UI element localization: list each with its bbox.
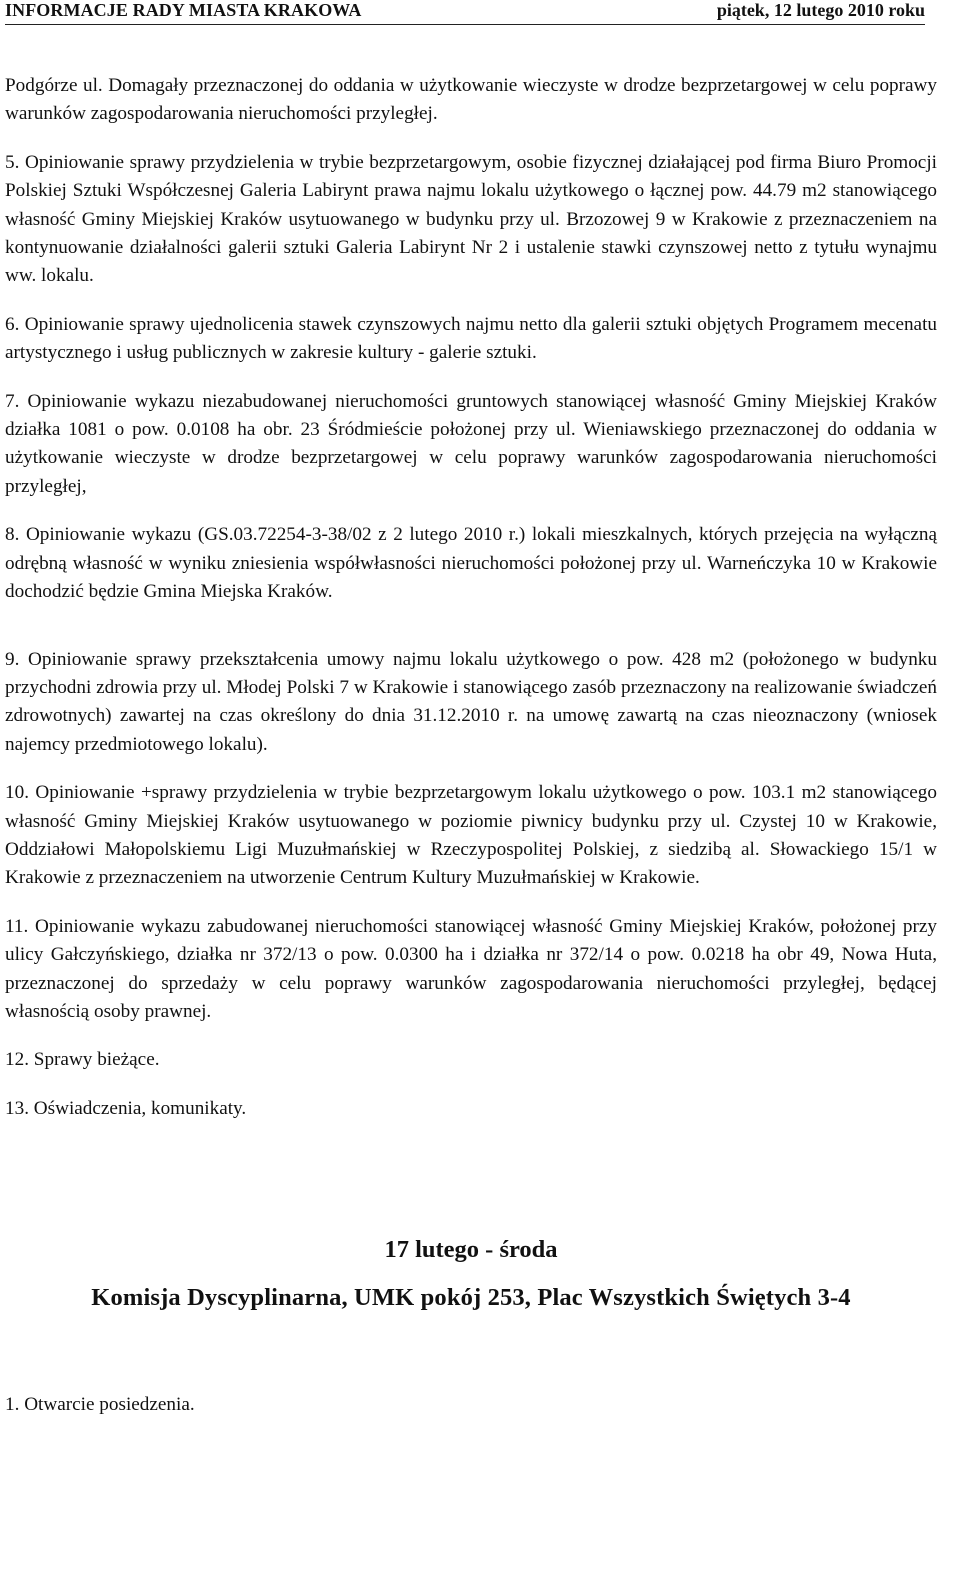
agenda-item-1: 1. Otwarcie posiedzenia. <box>5 1394 195 1416</box>
meeting-date-heading: 17 lutego - środa <box>384 1236 558 1264</box>
paragraph-continuation: Podgórze ul. Domagały przeznaczonej do oddania w użytkowanie wieczyste w drodze bezprzetargowej w celu poprawy warunków zagospodarowania nieruchomości przyległej. <box>5 75 937 125</box>
page-header <box>5 0 925 25</box>
agenda-item-5: 5. Opiniowanie sprawy przydzielenia w trybie bezprzetargowym, osobie fizycznej działającej pod firma Biuro Promocji Polskiej Sztuki Współczesnej Galeria Labirynt prawa najmu lokalu użytkowego o łącznej pow. 44.79 m2 stanowiącego własność Gminy Miejskiej Kraków usytuowanego w budynku przy ul. Brzozowej 9 w Krakowie z przeznaczeniem na kontynuowanie działalności galerii sztuki Galeria Labirynt Nr 2 i ustalenie stawki czynszowej netto z tytułu wynajmu ww. lokalu. <box>5 151 937 287</box>
header-date: piątek, 12 lutego 2010 roku <box>716 0 925 20</box>
agenda-item-7: 7. Opiniowanie wykazu niezabudowanej nieruchomości gruntowych stanowiącej własność Gminy Miejskiej Kraków działka 1081 o pow. 0.0108 ha obr. 23 Śródmieście położonej przy ul. Wieniawskiego przeznaczonej do oddania w użytkowanie wieczyste w drodze bezprzetargowej w celu poprawy warunków zagospodarowania nieruchomości przyległej, <box>5 390 937 497</box>
committee-heading: Komisja Dyscyplinarna, UMK pokój 253, Plac Wszystkich Świętych 3-4 <box>91 1284 851 1312</box>
header-title: INFORMACJE RADY MIASTA KRAKOWA <box>5 0 362 20</box>
document-body <box>5 72 937 1420</box>
agenda-item-10: 10. Opiniowanie +sprawy przydzielenia w trybie bezprzetargowym lokalu użytkowego o pow. 103.1 m2 stanowiącego własność Gminy Miejskiej Kraków usytuowanego w poziomie piwnicy budynku przy ul. Czystej 10 w Krakowie, Oddziałowi Małopolskiemu Ligi Muzułmańskiej w Rzeczypospolitej Polskiej, z siedzibą al. Słowackiego 15/1 w Krakowie z przeznaczeniem na utworzenie Centrum Kultury Muzułmańskiej w Krakowie. <box>5 782 937 889</box>
agenda-item-12: 12. Sprawy bieżące. <box>5 1049 160 1071</box>
agenda-item-8: 8. Opiniowanie wykazu (GS.03.72254-3-38/02 z 2 lutego 2010 r.) lokali mieszkalnych, których przejęcia na wyłączną odrębną własność w wyniku zniesienia współwłasności nieruchomości położonej przy ul. Warneńczyka 10 w Krakowie dochodzić będzie Gmina Miejska Kraków. <box>5 524 937 603</box>
agenda-item-11: 11. Opiniowanie wykazu zabudowanej nieruchomości stanowiącej własność Gminy Miejskiej Kraków, położonej przy ulicy Gałczyńskiego, działka nr 372/13 o pow. 0.0300 ha i działka nr 372/14 o pow. 0.0218 ha obr 49, Nowa Huta, przeznaczonej do sprzedaży w celu poprawy warunków zagospodarowania nieruchomości przyległej, będącej własnością osoby prawnej. <box>5 915 937 1022</box>
agenda-item-9: 9. Opiniowanie sprawy przekształcenia umowy najmu lokalu użytkowego o pow. 428 m2 (położonego w budynku przychodni zdrowia przy ul. Młodej Polski 7 w Krakowie i stanowiącego zasób przeznaczony na realizowanie świadczeń zdrowotnych) zawartej na czas określony do dnia 31.12.2010 r. na umowę zawartą na czas nieoznaczony (wniosek najemcy przedmiotowego lokalu). <box>5 648 937 755</box>
agenda-item-6: 6. Opiniowanie sprawy ujednolicenia stawek czynszowych najmu netto dla galerii sztuki objętych Programem mecenatu artystycznego i usług publicznych w zakresie kultury - galerie sztuki. <box>5 313 937 364</box>
agenda-item-13: 13. Oświadczenia, komunikaty. <box>5 1097 247 1119</box>
